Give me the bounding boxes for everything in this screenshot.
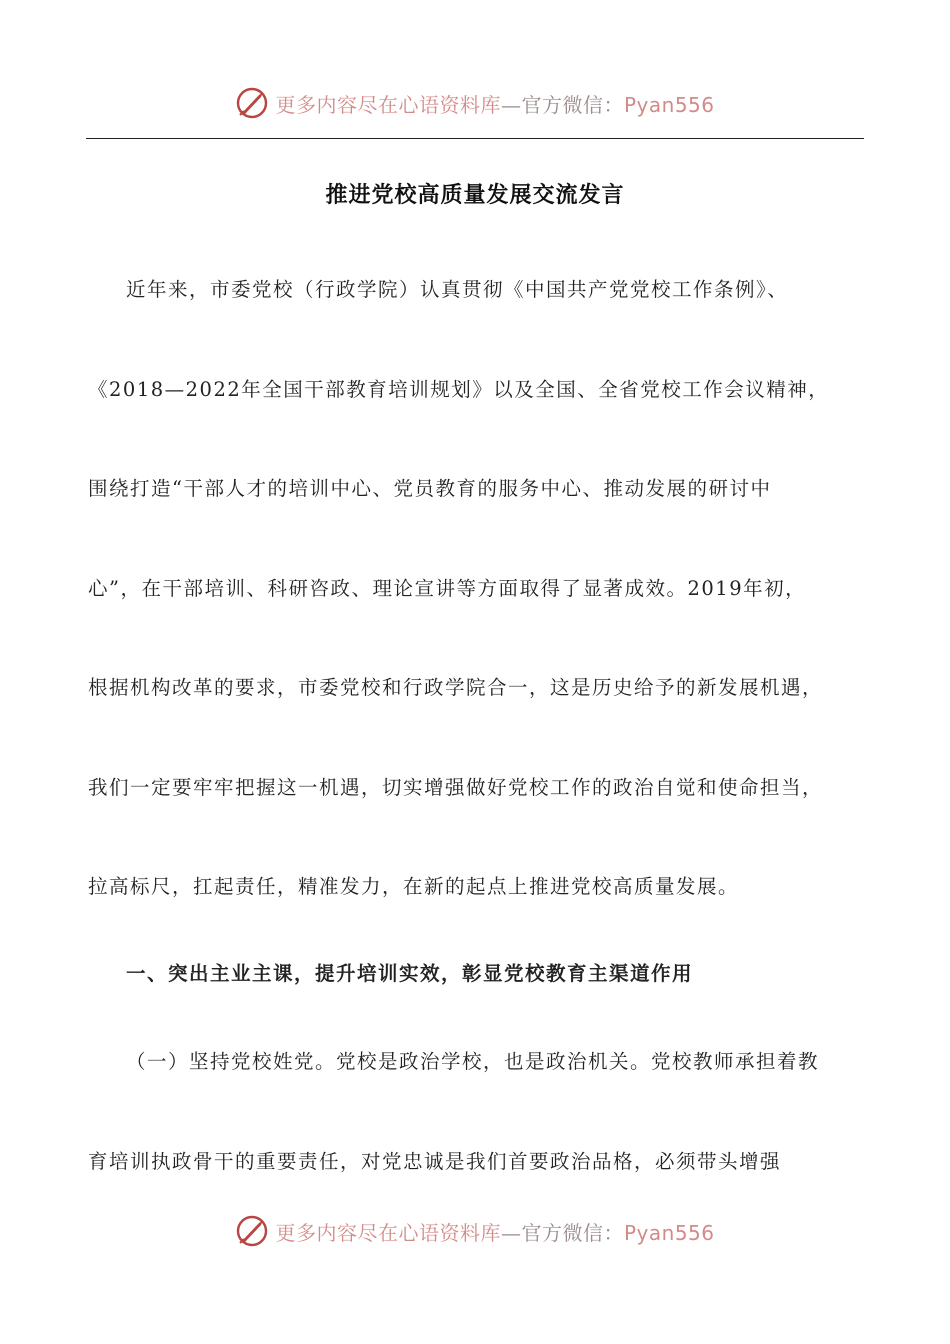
watermark-text: 更多内容尽在心语资料库—官方微信：Pyan556 [275,92,715,117]
paragraph-line: （一）坚持党校姓党。党校是政治学校，也是政治机关。党校教师承担着教 [126,1050,820,1073]
paragraph-line: 心”，在干部培训、科研咨政、理论宣讲等方面取得了显著成效。2019年初， [88,577,807,600]
paragraph-line: 近年来，市委党校（行政学院）认真贯彻《中国共产党党校工作条例》、 [126,278,789,301]
quill-pen-logo-icon [235,1214,269,1248]
paragraph-line: 拉高标尺，扛起责任，精准发力，在新的起点上推进党校高质量发展。 [88,875,740,898]
footer-watermark-banner [0,1206,950,1256]
header-divider [86,138,864,139]
watermark-text: 更多内容尽在心语资料库—官方微信：Pyan556 [275,1220,715,1245]
paragraph-line: 围绕打造“干部人才的培训中心、党员教育的服务中心、推动发展的研讨中 [88,477,772,500]
document-title: 推进党校高质量发展交流发言 [325,182,625,208]
paragraph-line: 我们一定要牢牢把握这一机遇，切实增强做好党校工作的政治自觉和使命担当， [88,776,824,799]
paragraph-line: 育培训执政骨干的重要责任，对党忠诚是我们首要政治品格，必须带头增强 [88,1150,782,1173]
paragraph-line: 《2018—2022年全国干部教育培训规划》以及全国、全省党校工作会议精神， [88,378,830,401]
header-watermark-banner [0,78,950,128]
paragraph-line: 根据机构改革的要求，市委党校和行政学院合一，这是历史给予的新发展机遇， [88,676,824,699]
section-heading: 一、突出主业主课，提升培训实效，彰显党校教育主渠道作用 [126,962,694,985]
quill-pen-logo-icon [235,86,269,120]
